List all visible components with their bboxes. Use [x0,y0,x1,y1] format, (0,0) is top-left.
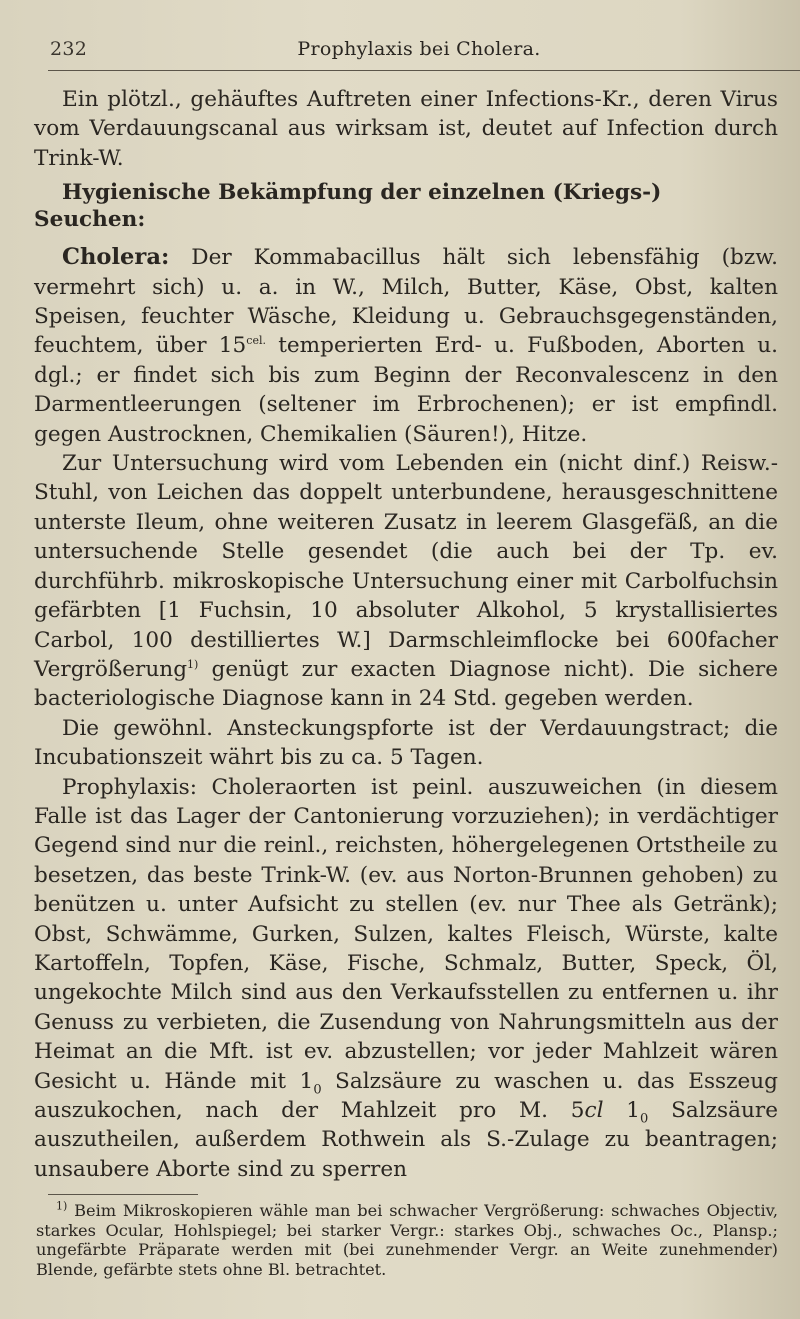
footnote-1 [36,1201,778,1279]
untersuchung-text-1: Zur Untersuchung wird vom Lebenden ein (nicht dinf.) Reisw.-Stuhl, von Leichen das doppelt unterbundene, herausgeschnittene unterste Ileum, ohne weiteren Zusatz in leerem Glasgefäß, an die untersuchende Stelle gesendet (die auch bei der Tp. ev. durchführb. mikroskopische Untersuchung einer mit Carbolfuchsin gefärbten [1 Fuchsin, 10 absoluter Alkohol, 5 krystallisiertes Carbol, 100 destilliertes W.] Darmschleimflocke bei 600facher Vergrößerung [34,451,778,682]
footnote-reference[interactable]: 1) [187,657,199,671]
permille-subscript-1: 0 [313,1081,322,1097]
running-head: Prophylaxis bei Cholera. [297,38,541,60]
prophylaxis-text-4: Salzsäure auszutheilen, außerdem Rothwein als S.-Zulage zu beantragen; unsaubere Aborte sind zu sperren [34,1098,778,1182]
temperature-superscript: cel. [246,334,266,348]
intro-paragraph: Ein plötzl., gehäuftes Auftreten einer Infections-Kr., deren Virus vom Verdauungscanal aus wirksam ist, deutet auf Infection durch Trink-W. [34,87,778,171]
cholera-text-2: temperierten Erd- u. Fußboden, Aborten u. dgl.; er findet sich bis zum Beginn der Reconvalescenz in den Darmentleerungen (seltener im Erbrochenen); er ist empfindl. gegen Austrocknen, Chemikalien (Säuren!), Hitze. [34,333,779,447]
footnote-rule [48,1194,198,1195]
untersuchung-paragraph [34,449,778,714]
page-number: 232 [50,38,88,60]
body-text [34,85,778,1184]
footnotes [34,1201,778,1279]
cholera-text-1: Der Kommabacillus hält sich lebensfähig (bzw. vermehrt sich) u. a. in W., Milch, Butter, Käse, Obst, kalten Speisen, feuchter Wäsche, Kleidung u. Gebrauchsgegenständen, feuchtem, über 15 [34,245,778,359]
prophylaxis-text-3: 1 [603,1098,641,1123]
prophylaxis-paragraph [34,773,778,1185]
header-rule [48,70,800,71]
prophylaxis-text-2: Salzsäure zu waschen u. das Esszeug auszukochen, nach der Mahlzeit pro M. 5 [34,1068,779,1123]
cholera-paragraph [34,243,778,449]
unit-cl: cl [584,1098,604,1123]
permille-subscript-2: 0 [640,1111,649,1127]
untersuchung-text-2: genügt zur exacten Diagnose nicht). Die sichere bacteriologische Diagnose kann in 24 Std. gegeben werden. [34,656,778,712]
footnote-marker: 1) [56,1199,68,1213]
ansteckung-paragraph: Die gewöhnl. Ansteckungspforte ist der Verdauungstract; die Incubationszeit währt bis zu ca. 5 Tagen. [34,715,778,771]
section-heading: Hygienische Bekämpfung der einzelnen (Kriegs-) Seuchen: [34,180,662,233]
prophylaxis-text-1: Prophylaxis: Choleraorten ist peinl. auszuweichen (in diesem Falle ist das Lager der Cantonierung vorzuziehen); in verdächtiger Gegend sind nur die reinl., reichsten, höhergelegenen Ortstheile zu besetzen, das beste Trink-W. (ev. aus Norton-Brunnen gehoben) zu benützen u. unter Aufsicht zu stellen (ev. nur Thee als Getränk); Obst, Schwämme, Gurken, Sulzen, kaltes Fleisch, Würste, kalte Kartoffeln, Topfen, Käse, Fische, Schmalz, Butter, Speck, Öl, ungekochte Milch sind aus den Verkaufsstellen zu entfernen u. ihr Genuss zu verbieten, die Zusendung von Nahrungsmitteln aus der Heimat an die Mft. ist ev. abzustellen; vor jeder Mahlzeit wären Gesicht u. Hände mit 1 [34,774,778,1094]
cholera-term: Cholera: [62,244,170,271]
page-header [34,38,778,66]
footnote-text: Beim Mikroskopieren wähle man bei schwacher Vergrößerung: schwaches Objectiv, starkes Ocular, Hohlspiegel; bei starker Vergr.: starkes Obj., schwaches Oc., Plansp.; ungefärbte Präparate werden mit (bei zunehmender Vergr. an Weite zunehmender) Blende, gefärbte stets ohne Bl. betrachtet. [36,1201,778,1279]
